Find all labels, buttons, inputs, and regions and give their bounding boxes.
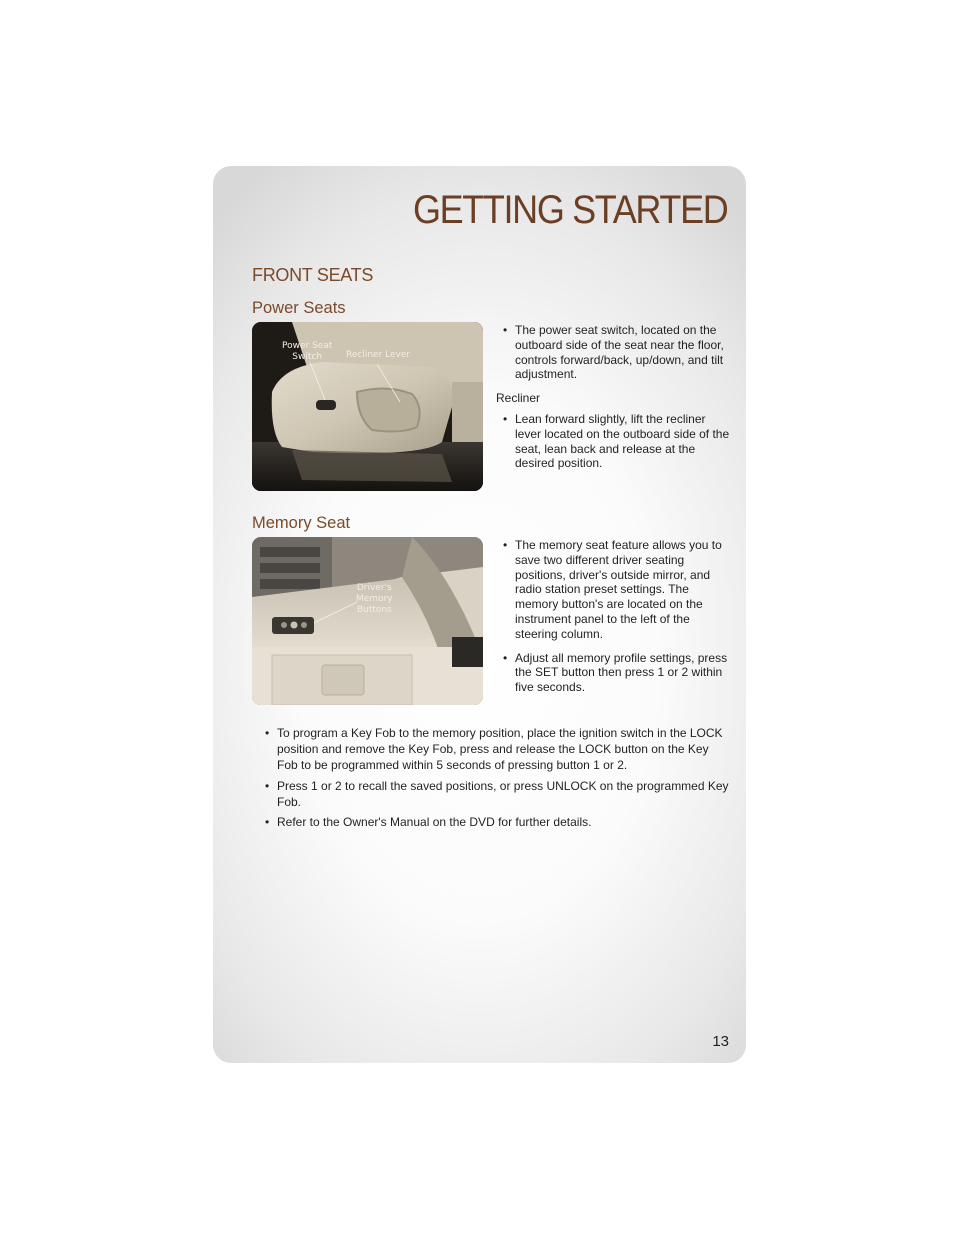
memory-seat-bullets [497,538,732,704]
memory-seat-photo [252,537,483,705]
memory-buttons-label-line1: Driver's [356,583,392,593]
memory-buttons-label-line2: Memory [356,594,393,604]
memory-seat-photo-illustration [252,537,483,705]
section-title: FRONT SEATS [252,265,374,285]
power-seats-bullet: • The power seat switch, located on the outboard side of the seat near the floor, controls forward/back, up/down, and tilt adjustment. [497,323,732,382]
key-fob-bullet: • Press 1 or 2 to recall the saved positions, or press UNLOCK on the programmed Key Fob. [259,778,731,810]
memory-buttons-label-line3: Buttons [356,605,392,615]
page-title: GETTING STARTED [412,188,727,232]
memory-buttons-label [356,583,393,616]
memory-seat-bullet: • The memory seat feature allows you to save two different driver seating positions, driver's outside mirror, and radio station preset settings. The memory button's are located on the instrument panel to the left of the steering column. [497,538,732,642]
page-card [213,166,746,1063]
key-fob-bullets [259,725,731,834]
key-fob-bullet: • To program a Key Fob to the memory position, place the ignition switch in the LOCK position and remove the Key Fob, press and release the LOCK button on the Key Fob to be programmed within 5 seconds of pressing button 1 or 2. [259,725,731,774]
power-seat-switch-label-line1: Power Seat [282,341,333,351]
power-seat-photo [252,322,483,491]
power-seat-switch-label-line2: Switch [292,352,323,362]
power-seat-switch-label [282,341,332,363]
recliner-heading: Recliner [496,391,541,405]
key-fob-bullet: • Refer to the Owner's Manual on the DVD for further details. [259,814,731,830]
page-number: 13 [712,1033,729,1050]
recliner-lever-label: Recliner Lever [346,350,411,360]
power-seats-bullets [497,323,732,391]
power-seats-heading: Power Seats [252,299,346,317]
recliner-bullets [497,412,732,480]
memory-seat-bullet: • Adjust all memory profile settings, press the SET button then press 1 or 2 within five seconds. [497,651,732,695]
recliner-bullet: • Lean forward slightly, lift the recliner lever located on the outboard side of the seat, lean back and release at the desired position. [497,412,732,471]
memory-seat-heading: Memory Seat [252,514,351,532]
